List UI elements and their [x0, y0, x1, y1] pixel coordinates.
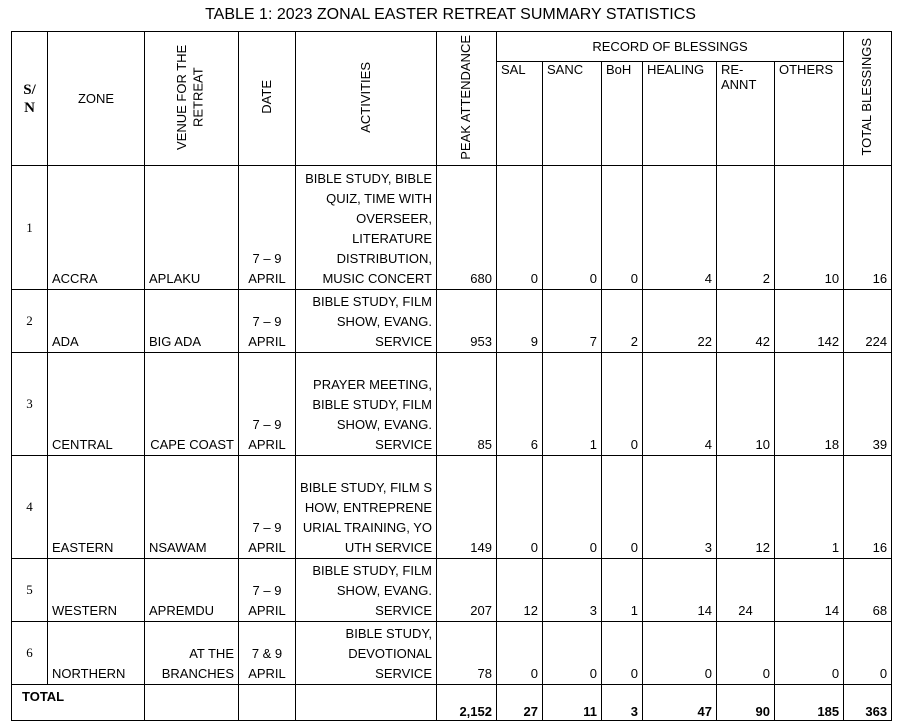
row-zone: ACCRA — [48, 166, 145, 290]
row-sal: 6 — [497, 353, 543, 456]
row-zone: ADA — [48, 290, 145, 353]
row-activities: BIBLE STUDY, BIBLE QUIZ, TIME WITH OVERSEER, LITERATURE DISTRIBUTION, MUSIC CONCERT — [296, 166, 437, 290]
row-sn: 3 — [12, 353, 48, 456]
row-reannt: 24 — [717, 559, 775, 622]
venue-header-label: VENUE FOR THE RETREAT — [173, 44, 205, 150]
row-date: 7 & 9 APRIL — [239, 622, 296, 685]
row-sanc: 7 — [543, 290, 602, 353]
sn-header-line1: S/ — [23, 81, 36, 98]
row-zone: WESTERN — [48, 559, 145, 622]
row-others: 142 — [775, 290, 844, 353]
row-total: 39 — [844, 353, 892, 456]
table-title: TABLE 1: 2023 ZONAL EASTER RETREAT SUMMARY STATISTICS — [205, 6, 696, 23]
totals-empty-date — [239, 685, 296, 721]
healing-header: HEALING — [643, 62, 717, 166]
row-venue: BIG ADA — [145, 290, 239, 353]
row-peak: 85 — [437, 353, 497, 456]
row-sal: 0 — [497, 622, 543, 685]
boh-header: BoH — [602, 62, 643, 166]
sn-header — [12, 32, 48, 166]
record-of-blessings-label: RECORD OF BLESSINGS — [592, 39, 748, 54]
others-header: OTHERS — [775, 62, 844, 166]
row-others: 14 — [775, 559, 844, 622]
totals-healing: 47 — [643, 685, 717, 721]
row-boh: 0 — [602, 622, 643, 685]
row-others: 1 — [775, 456, 844, 559]
row-sanc: 0 — [543, 456, 602, 559]
sanc-header: SANC — [543, 62, 602, 166]
row-healing: 4 — [643, 353, 717, 456]
row-venue: APLAKU — [145, 166, 239, 290]
totals-sanc: 11 — [543, 685, 602, 721]
row-sal: 0 — [497, 166, 543, 290]
row-sanc: 0 — [543, 166, 602, 290]
row-peak: 78 — [437, 622, 497, 685]
row-sanc: 0 — [543, 622, 602, 685]
row-venue: NSAWAM — [145, 456, 239, 559]
table-row — [12, 559, 892, 622]
row-date: 7 – 9 APRIL — [239, 456, 296, 559]
row-venue: AT THE BRANCHES — [145, 622, 239, 685]
row-peak: 953 — [437, 290, 497, 353]
row-healing: 3 — [643, 456, 717, 559]
row-boh: 0 — [602, 353, 643, 456]
row-healing: 0 — [643, 622, 717, 685]
row-date: 7 – 9 APRIL — [239, 559, 296, 622]
sn-header-line2: N — [24, 99, 35, 116]
row-peak: 207 — [437, 559, 497, 622]
reannt-header: RE-ANNT — [717, 62, 775, 166]
row-healing: 14 — [643, 559, 717, 622]
table-row — [12, 456, 892, 559]
totals-total: 363 — [844, 685, 892, 721]
row-zone: EASTERN — [48, 456, 145, 559]
row-reannt: 42 — [717, 290, 775, 353]
row-activities: BIBLE STUDY, FILM SHOW, EVANG. SERVICE — [296, 559, 437, 622]
date-header — [239, 32, 296, 166]
peak-attendance-header-label: PEAK ATTENDANCE — [458, 34, 474, 160]
totals-empty-venue — [145, 685, 239, 721]
table-row — [12, 622, 892, 685]
row-others: 18 — [775, 353, 844, 456]
row-sal: 0 — [497, 456, 543, 559]
zone-header — [48, 32, 145, 166]
table-row — [12, 166, 892, 290]
row-date: 7 – 9 APRIL — [239, 166, 296, 290]
row-activities: BIBLE STUDY, FILM SHOW, EVANG. SERVICE — [296, 290, 437, 353]
row-sn: 1 — [12, 166, 48, 290]
totals-row — [12, 685, 892, 721]
sal-header: SAL — [497, 62, 543, 166]
row-activities: PRAYER MEETING, BIBLE STUDY, FILM SHOW, EVANG. SERVICE — [296, 353, 437, 456]
activities-header — [296, 32, 437, 166]
row-reannt: 10 — [717, 353, 775, 456]
row-date: 7 – 9 APRIL — [239, 353, 296, 456]
row-reannt: 0 — [717, 622, 775, 685]
totals-empty-activities — [296, 685, 437, 721]
table-row — [12, 353, 892, 456]
totals-label: TOTAL — [12, 685, 145, 721]
summary-table — [11, 31, 892, 721]
row-sn: 2 — [12, 290, 48, 353]
row-reannt: 2 — [717, 166, 775, 290]
row-boh: 0 — [602, 166, 643, 290]
row-sanc: 1 — [543, 353, 602, 456]
activities-header-label: ACTIVITIES — [357, 61, 373, 133]
totals-sal: 27 — [497, 685, 543, 721]
totals-peak: 2,152 — [437, 685, 497, 721]
row-venue: CAPE COAST — [145, 353, 239, 456]
totals-others: 185 — [775, 685, 844, 721]
row-sn: 5 — [12, 559, 48, 622]
row-total: 224 — [844, 290, 892, 353]
row-zone: CENTRAL — [48, 353, 145, 456]
row-others: 0 — [775, 622, 844, 685]
row-peak: 149 — [437, 456, 497, 559]
totals-reannt: 90 — [717, 685, 775, 721]
row-total: 16 — [844, 166, 892, 290]
row-venue: APREMDU — [145, 559, 239, 622]
row-sn: 4 — [12, 456, 48, 559]
row-activities: BIBLE STUDY, FILM SHOW, ENTREPRENEURIAL TRAINING, YOUTH SERVICE — [296, 456, 437, 559]
total-blessings-header — [844, 32, 892, 166]
row-zone: NORTHERN — [48, 622, 145, 685]
row-boh: 2 — [602, 290, 643, 353]
totals-boh: 3 — [602, 685, 643, 721]
row-sal: 9 — [497, 290, 543, 353]
date-header-label: DATE — [258, 80, 274, 114]
row-total: 68 — [844, 559, 892, 622]
row-total: 0 — [844, 622, 892, 685]
table-row — [12, 290, 892, 353]
row-others: 10 — [775, 166, 844, 290]
row-sn: 6 — [12, 622, 48, 685]
row-sal: 12 — [497, 559, 543, 622]
total-blessings-header-label: TOTAL BLESSINGS — [859, 38, 875, 156]
row-date: 7 – 9 APRIL — [239, 290, 296, 353]
zone-header-label: ZONE — [77, 91, 115, 106]
venue-header — [145, 32, 239, 166]
row-healing: 22 — [643, 290, 717, 353]
peak-attendance-header — [437, 32, 497, 166]
row-peak: 680 — [437, 166, 497, 290]
row-reannt: 12 — [717, 456, 775, 559]
row-activities: BIBLE STUDY, DEVOTIONAL SERVICE — [296, 622, 437, 685]
row-boh: 1 — [602, 559, 643, 622]
row-healing: 4 — [643, 166, 717, 290]
row-sanc: 3 — [543, 559, 602, 622]
record-of-blessings-header — [497, 32, 844, 62]
row-boh: 0 — [602, 456, 643, 559]
row-total: 16 — [844, 456, 892, 559]
